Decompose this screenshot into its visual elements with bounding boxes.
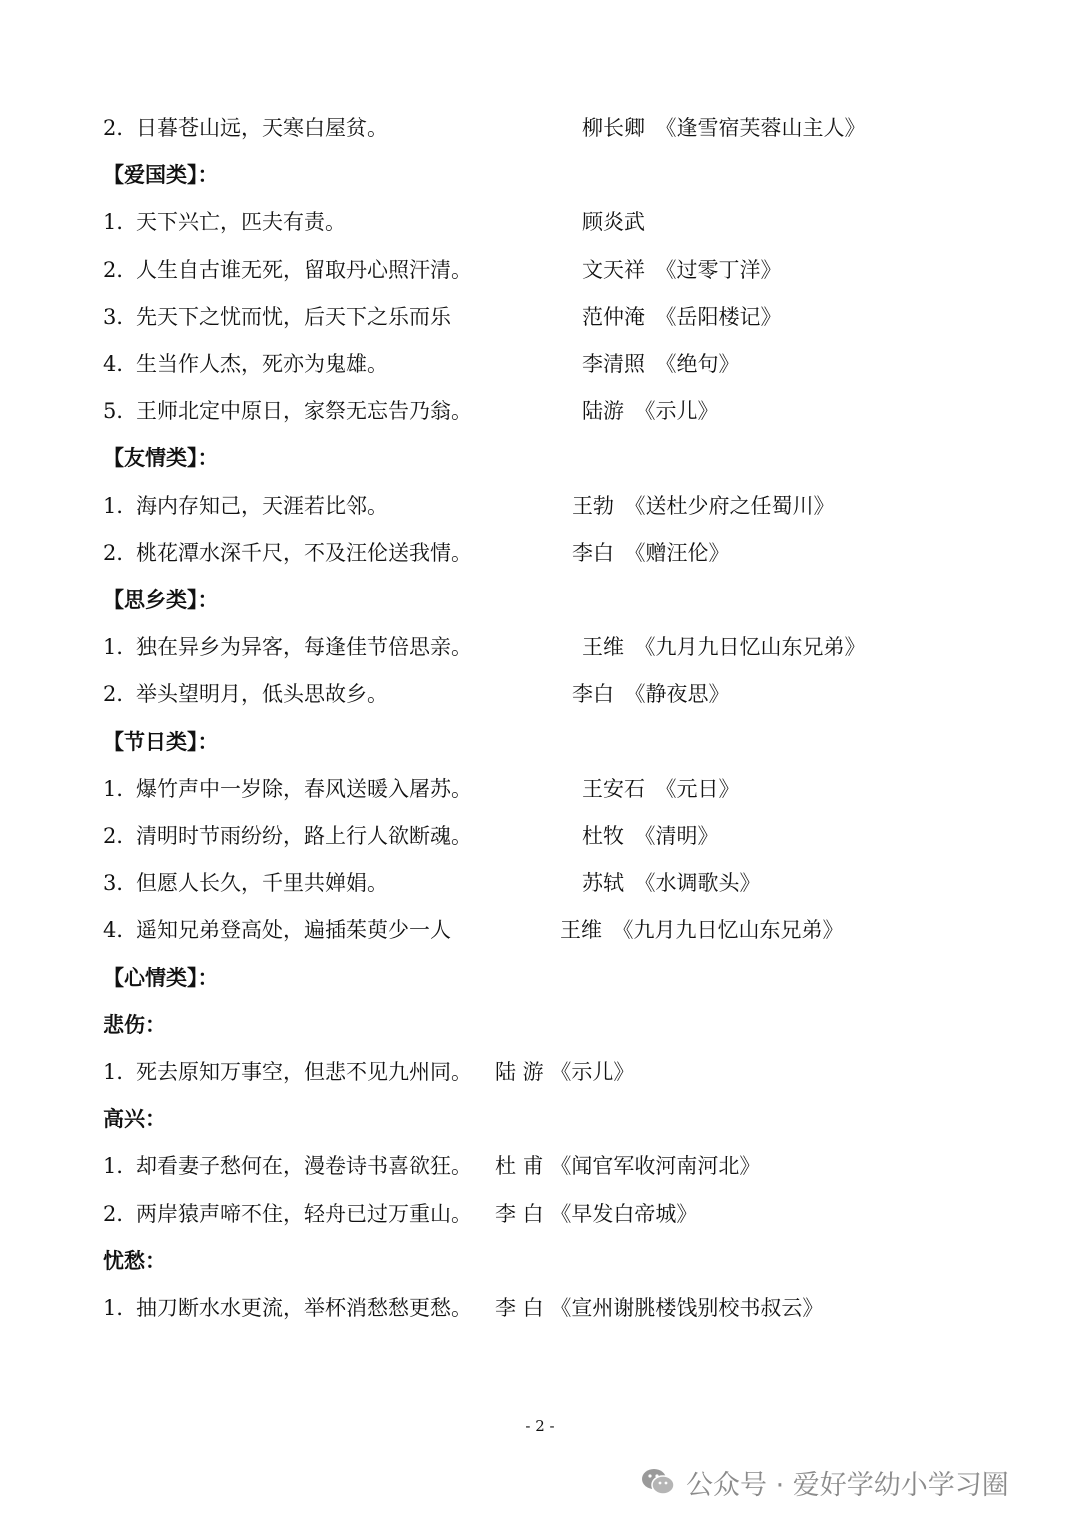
quote-text: 举头望明月，低头思故乡。 (136, 682, 388, 706)
quote-line (0, 349, 1080, 379)
quote-text: 却看妻子愁何在，漫卷诗书喜欲狂。 (136, 1154, 472, 1178)
quote-source: 王维 《九月九日忆山东兄弟》 (582, 635, 866, 659)
wechat-icon (640, 1466, 676, 1498)
quote-line (0, 821, 1080, 851)
category-heading: 【心情类】： (103, 965, 219, 990)
quote-source: 范仲淹 《岳阳楼记》 (582, 305, 782, 329)
quote-number: 1． (103, 1060, 138, 1084)
quote-number: 1． (103, 210, 138, 234)
quote-text: 抽刀断水水更流，举杯消愁愁更愁。 (136, 1296, 472, 1320)
quote-source: 苏轼 《水调歌头》 (582, 871, 761, 895)
quote-number: 4． (103, 918, 138, 942)
quote-source: 陆游 《示儿》 (582, 399, 719, 423)
quote-line (0, 1151, 1080, 1181)
quote-source: 柳长卿 《逢雪宿芙蓉山主人》 (582, 116, 866, 140)
quote-source: 王安石 《元日》 (582, 777, 740, 801)
quote-text: 两岸猿声啼不住，轻舟已过万重山。 (136, 1202, 472, 1226)
quote-text: 王师北定中原日，家祭无忘告乃翁。 (136, 399, 472, 423)
category-heading: 【思乡类】： (103, 587, 219, 612)
quote-number: 2． (103, 1202, 138, 1226)
quote-line (0, 113, 1080, 143)
quote-number: 2． (103, 824, 138, 848)
category-heading: 【爱国类】： (103, 162, 219, 187)
quote-number: 1． (103, 777, 138, 801)
quote-source: 杜牧 《清明》 (582, 824, 719, 848)
quote-source: 李 白 《宣州谢朓楼饯别校书叔云》 (495, 1296, 824, 1320)
quote-line (0, 915, 1080, 945)
quote-source: 李白 《静夜思》 (572, 682, 730, 706)
quote-line (0, 396, 1080, 426)
quote-line (0, 302, 1080, 332)
subcategory-heading: 高兴： (103, 1106, 166, 1131)
quote-text: 但愿人长久，千里共婵娟。 (136, 871, 388, 895)
quote-source: 王勃 《送杜少府之任蜀川》 (572, 494, 835, 518)
quote-source: 李 白 《早发白帝城》 (495, 1202, 698, 1226)
quote-number: 5． (103, 399, 138, 423)
quote-line (0, 632, 1080, 662)
quote-line (0, 1057, 1080, 1087)
quote-line (0, 207, 1080, 237)
quote-number: 3． (103, 305, 138, 329)
quote-text: 死去原知万事空，但悲不见九州同。 (136, 1060, 472, 1084)
quote-number: 1． (103, 494, 138, 518)
quote-line (0, 774, 1080, 804)
subcategory-heading: 忧愁： (103, 1248, 166, 1273)
quote-text: 遥知兄弟登高处，遍插茱萸少一人 (136, 918, 451, 942)
quote-number: 3． (103, 871, 138, 895)
quote-number: 1． (103, 1296, 138, 1320)
quote-text: 先天下之忧而忧，后天下之乐而乐 (136, 305, 451, 329)
quote-number: 2． (103, 541, 138, 565)
quote-text: 独在异乡为异客，每逢佳节倍思亲。 (136, 635, 472, 659)
quote-source: 李白 《赠汪伦》 (572, 541, 730, 565)
quote-line (0, 868, 1080, 898)
quote-line (0, 1199, 1080, 1229)
quote-text: 人生自古谁无死，留取丹心照汗清。 (136, 258, 472, 282)
watermark-text: 公众号 · 爱好学幼小学习圈 (686, 1469, 1009, 1501)
quote-source: 李清照 《绝句》 (582, 352, 740, 376)
quote-number: 2． (103, 116, 138, 140)
quote-text: 清明时节雨纷纷，路上行人欲断魂。 (136, 824, 472, 848)
quote-number: 2． (103, 258, 138, 282)
quote-text: 桃花潭水深千尺，不及汪伦送我情。 (136, 541, 472, 565)
quote-line (0, 1293, 1080, 1323)
quote-text: 爆竹声中一岁除，春风送暖入屠苏。 (136, 777, 472, 801)
subcategory-heading: 悲伤： (103, 1012, 166, 1037)
quote-number: 4． (103, 352, 138, 376)
quote-line (0, 491, 1080, 521)
category-heading: 【友情类】： (103, 445, 219, 470)
quote-source: 陆 游 《示儿》 (495, 1060, 635, 1084)
quote-text: 生当作人杰，死亦为鬼雄。 (136, 352, 388, 376)
quote-text: 日暮苍山远，天寒白屋贫。 (136, 116, 388, 140)
quote-number: 2． (103, 682, 138, 706)
quote-line (0, 538, 1080, 568)
quote-source: 杜 甫 《闻官军收河南河北》 (495, 1154, 761, 1178)
quote-source: 文天祥 《过零丁洋》 (582, 258, 782, 282)
quote-number: 1． (103, 1154, 138, 1178)
quote-source: 王维 《九月九日忆山东兄弟》 (560, 918, 844, 942)
page-number: - 2 - (525, 1417, 555, 1435)
quote-source: 顾炎武 (582, 210, 645, 234)
quote-number: 1． (103, 635, 138, 659)
quote-text: 天下兴亡，匹夫有责。 (136, 210, 346, 234)
quote-text: 海内存知己，天涯若比邻。 (136, 494, 388, 518)
watermark (640, 1462, 1009, 1502)
category-heading: 【节日类】： (103, 729, 219, 754)
quote-line (0, 255, 1080, 285)
quote-line (0, 679, 1080, 709)
